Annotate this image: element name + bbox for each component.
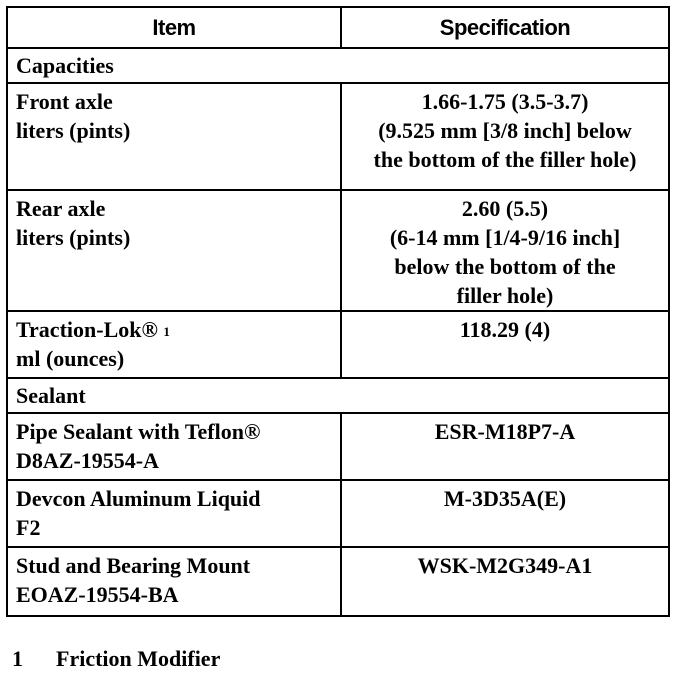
spec-line: below the bottom of the (394, 254, 616, 279)
item-cell (7, 83, 341, 190)
column-header-item: Item (7, 7, 341, 48)
section-title: Capacities (7, 48, 669, 83)
table-row (7, 311, 669, 378)
spec-line: (9.525 mm [3/8 inch] below (378, 118, 632, 143)
item-line: Stud and Bearing Mount (16, 553, 251, 578)
item-cell (7, 311, 341, 378)
item-line: Rear axle (16, 196, 106, 221)
spec-cell (341, 547, 669, 616)
footnote-text: Friction Modifier (56, 646, 221, 671)
section-row-capacities (7, 48, 669, 83)
specification-table (6, 6, 670, 617)
footnote-marker: 1 (163, 324, 170, 339)
spec-cell (341, 83, 669, 190)
spec-line: 118.29 (4) (459, 317, 551, 342)
item-line: liters (pints) (16, 118, 131, 143)
item-line: EOAZ-19554-BA (16, 582, 179, 607)
item-text: Traction-Lok® (16, 317, 158, 342)
spec-cell (341, 480, 669, 547)
spec-line: ESR-M18P7-A (434, 419, 576, 444)
table-row (7, 413, 669, 480)
spec-line: (6-14 mm [1/4-9/16 inch] (389, 225, 621, 250)
item-line: Front axle (16, 89, 113, 114)
spec-line: filler hole) (456, 283, 554, 308)
spec-cell (341, 413, 669, 480)
spec-cell (341, 311, 669, 378)
table-row (7, 190, 669, 311)
spec-line: the bottom of the filler hole) (373, 147, 637, 172)
spec-line: 1.66-1.75 (3.5-3.7) (421, 89, 589, 114)
table-row (7, 547, 669, 616)
section-title: Sealant (7, 378, 669, 413)
column-header-specification: Specification (341, 7, 669, 48)
table-row (7, 83, 669, 190)
item-line (16, 315, 332, 344)
table-row (7, 480, 669, 547)
footnote (12, 644, 220, 673)
spec-cell (341, 190, 669, 311)
header-row (7, 7, 669, 48)
item-line: D8AZ-19554-A (16, 448, 159, 473)
spec-line: 2.60 (5.5) (461, 196, 549, 221)
item-cell (7, 480, 341, 547)
spec-line: M-3D35A(E) (443, 486, 567, 511)
item-line: F2 (16, 515, 41, 540)
item-line: ml (ounces) (16, 346, 125, 371)
section-row-sealant (7, 378, 669, 413)
footnote-number: 1 (12, 646, 23, 671)
item-cell (7, 413, 341, 480)
item-cell (7, 190, 341, 311)
item-line: liters (pints) (16, 225, 131, 250)
item-cell (7, 547, 341, 616)
spec-line: WSK-M2G349-A1 (417, 553, 593, 578)
item-line: Pipe Sealant with Teflon® (16, 419, 261, 444)
item-line: Devcon Aluminum Liquid (16, 486, 261, 511)
